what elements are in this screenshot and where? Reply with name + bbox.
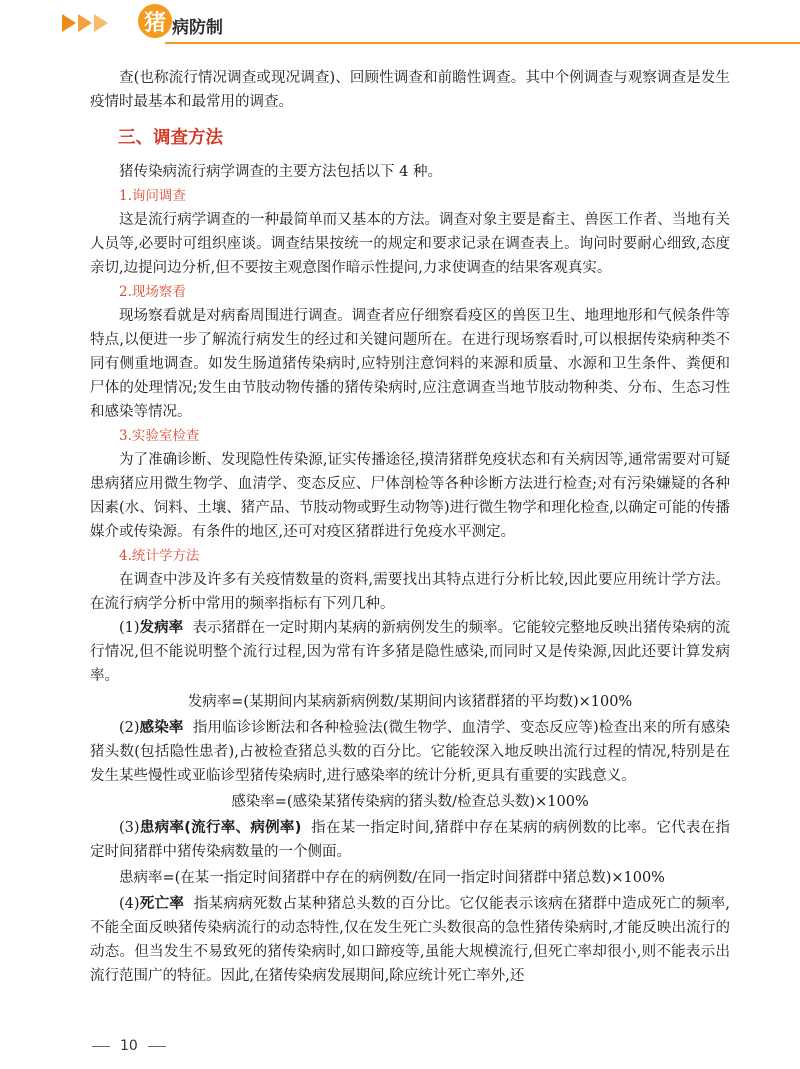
item-number: (2) — [119, 720, 140, 736]
arrow-decoration-icon — [62, 14, 108, 32]
item-paragraph-4 — [90, 892, 730, 988]
subsection-title-2: 2.现场察看 — [119, 284, 186, 300]
page-content — [90, 66, 730, 988]
page-number: 10 — [120, 1038, 138, 1054]
subsection-text-1: 这是流行病学调查的一种最简单而又基本的方法。调查对象主要是畜主、兽医工作者、当地有关人员等,必要时可组织座谈。调查结果按统一的规定和要求记录在调查表上。询问时要耐心细致,态度亲切,边提问边分析,但不要按主观意图作暗示性提问,力求使调查的结果客观真实。 — [90, 212, 730, 276]
subsection-title-1: 1.询问调查 — [119, 188, 186, 204]
header-divider — [165, 42, 800, 44]
item-term: 患病率(流行率、病例率) — [139, 820, 302, 836]
formula-3: 患病率=(在某一指定时间猪群中存在的病例数/在同一指定时间猪群中猪总数)×100% — [119, 870, 665, 886]
item-text: 表示猪群在一定时期内某病的新病例发生的频率。它能较完整地反映出猪传染病的流行情况,但不能说明整个流行过程,因为常有许多猪是隐性感染,而同时又是传染源,因此还要计算发病率。 — [90, 620, 731, 684]
subsection-text-2: 现场察看就是对病畜周围进行调查。调查者应仔细察看疫区的兽医卫生、地理地形和气候条件等特点,以便进一步了解流行病发生的经过和关键问题所在。在进行现场察看时,可以根据传染病种类不同有侧重地调查。如发生肠道猪传染病时,应特别注意饲料的来源和质量、水源和卫生条件、粪便和尸体的处理情况;发生由节肢动物传播的猪传染病时,应注意调查当地节肢动物种类、分布、生态习性和感染等情况。 — [90, 308, 730, 420]
section-lead: 猪传染病流行病学调查的主要方法包括以下 4 种。 — [119, 164, 442, 180]
page-footer — [92, 1038, 166, 1054]
subsection-text-3: 为了准确诊断、发现隐性传染源,证实传播途径,摸清猪群免疫状态和有关病因等,通常需要对可疑患病猪应用微生物学、血清学、变态反应、尸体剖检等各种诊断方法进行检查;对有污染嫌疑的各种因素(水、饲料、土壤、猪产品、节肢动物或野生动物等)进行微生物学和理化检查,以确定可能的传播媒介或传染源。有条件的地区,还可对疫区猪群进行免疫水平测定。 — [90, 452, 730, 540]
item-term: 发病率 — [139, 620, 184, 636]
item-paragraph-3 — [90, 816, 730, 864]
subsection-title-3: 3.实验室检查 — [119, 428, 200, 444]
item-text: 指某病病死数占某种猪总头数的百分比。它仅能表示该病在猪群中造成死亡的频率,不能全面反映猪传染病流行的动态特性,仅在发生死亡头数很高的急性猪传染病时,才能反映出流行的动态。但当发生不易致死的猪传染病时,如口蹄疫等,虽能大规模流行,但死亡率却很小,则不能表示出流行范围广的特征。因此,在猪传染病发展期间,除应统计死亡率外,还 — [90, 896, 731, 984]
item-number: (1) — [119, 620, 140, 636]
footer-dash — [92, 1046, 110, 1047]
pig-logo-icon: 猪 — [138, 4, 172, 38]
page-header — [0, 0, 800, 52]
item-paragraph-2 — [90, 716, 730, 788]
formula-2: 感染率=(感染某猪传染病的猪头数/检查总头数)×100% — [231, 794, 589, 810]
formula-1: 发病率=(某期间内某病新病例数/某期间内该猪群猪的平均数)×100% — [187, 694, 633, 710]
subsection-title-4: 4.统计学方法 — [119, 548, 200, 564]
intro-paragraph: 查(也称流行情况调查或现况调查)、回顾性调查和前瞻性调查。其中个例调查与观察调查是发生疫情时最基本和最常用的调查。 — [90, 70, 730, 110]
item-text: 指在某一指定时间,猪群中存在某病的病例数的比率。它代表在指定时间猪群中猪传染病数量的一个侧面。 — [90, 820, 731, 860]
item-number: (3) — [119, 820, 140, 836]
item-text: 指用临诊诊断法和各种检验法(微生物学、血清学、变态反应等)检查出来的所有感染猪头数(包括隐性患者),占被检查猪总头数的百分比。它能较深入地反映出流行过程的情况,特别是在发生某些慢性或亚临诊型猪传染病时,进行感染率的统计分析,更具有重要的实践意义。 — [90, 720, 731, 784]
subsection-text-4: 在调查中涉及许多有关疫情数量的资料,需要找出其特点进行分析比较,因此要应用统计学方法。在流行病学分析中常用的频率指标有下列几种。 — [90, 572, 730, 612]
item-term: 死亡率 — [139, 896, 185, 912]
item-number: (4) — [119, 896, 140, 912]
header-title: 病防制 — [172, 18, 223, 38]
section-title: 三、调查方法 — [118, 128, 223, 148]
item-term: 感染率 — [139, 720, 184, 736]
footer-dash — [148, 1046, 166, 1047]
item-paragraph-1 — [90, 616, 730, 688]
